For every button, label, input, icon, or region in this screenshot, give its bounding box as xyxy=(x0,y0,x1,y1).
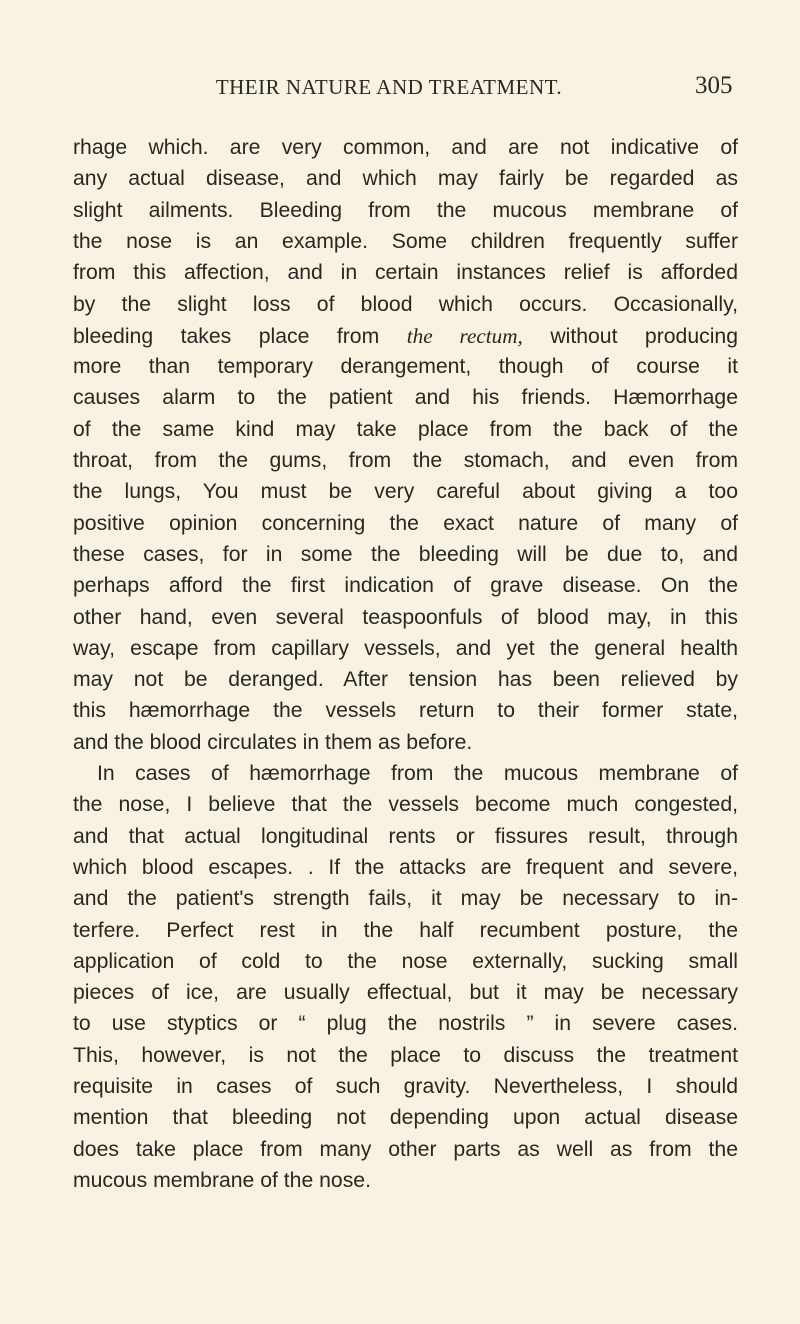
text-line: the nose, I believe that the vessels become much congested, xyxy=(73,793,738,817)
text-line: the lungs, You must be very careful about giving a too xyxy=(73,480,738,504)
text-line: In cases of hæmorrhage from the mucous membrane of xyxy=(97,762,738,785)
text-line: requisite in cases of such gravity. Nevertheless, I should xyxy=(73,1075,738,1098)
page-number: 305 xyxy=(695,72,733,99)
text-segment: without producing xyxy=(522,324,738,348)
text-line: the nose is an example. Some children frequently suffer xyxy=(73,229,738,253)
text-line: mention that bleeding not depending upon actual disease xyxy=(73,1106,738,1130)
text-line: from this affection, and in certain instances relief is afforded xyxy=(73,261,738,285)
text-line: pieces of ice, are usually effectual, but it may be necessary xyxy=(73,981,738,1005)
text-line: This, however, is not the place to discuss the treatment xyxy=(73,1043,738,1067)
text-line: positive opinion concerning the exact nature of many of xyxy=(73,511,738,535)
text-line: of the same kind may take place from the back of the xyxy=(73,417,738,441)
text-line: any actual disease, and which may fairly be regarded as xyxy=(73,167,738,191)
text-line: throat, from the gums, from the stomach, and even from xyxy=(73,449,738,472)
text-line: more than temporary derangement, though of course it xyxy=(73,355,738,379)
text-line-with-emphasis xyxy=(73,321,738,351)
text-line: and the patient's strength fails, it may be necessary to in- xyxy=(73,887,738,911)
text-line: this hæmorrhage the vessels return to their former state, xyxy=(73,699,738,723)
text-line: causes alarm to the patient and his friends. Hæmorrhage xyxy=(73,386,738,410)
text-line: terfere. Perfect rest in the half recumbent posture, the xyxy=(73,918,738,942)
italic-phrase: the rectum, xyxy=(406,323,523,348)
text-segment: bleeding takes place from xyxy=(73,324,407,348)
text-line: other hand, even several teaspoonfuls of blood may, in this xyxy=(73,605,738,629)
text-line: and the blood circulates in them as before. xyxy=(73,730,473,754)
text-line: which blood escapes. . If the attacks are frequent and severe, xyxy=(73,855,738,879)
text-line: perhaps afford the first indication of grave disease. On the xyxy=(73,574,738,598)
text-line: slight ailments. Bleeding from the mucous membrane of xyxy=(73,198,738,222)
running-title: THEIR NATURE AND TREATMENT. xyxy=(215,75,563,99)
text-line: and that actual longitudinal rents or fissures result, through xyxy=(73,824,738,848)
text-line: by the slight loss of blood which occurs. Occasionally, xyxy=(73,292,738,316)
text-line: rhage which. are very common, and are not indicative of xyxy=(73,136,738,159)
text-line: way, escape from capillary vessels, and yet the general health xyxy=(73,636,738,660)
text-line: application of cold to the nose externally, sucking small xyxy=(73,949,738,973)
text-line: does take place from many other parts as well as from the xyxy=(73,1137,738,1161)
text-line: these cases, for in some the bleeding will be due to, and xyxy=(73,542,738,566)
text-line: to use styptics or “ plug the nostrils ” in severe cases. xyxy=(73,1012,738,1036)
text-line: may not be deranged. After tension has been relieved by xyxy=(73,668,738,692)
text-line: mucous membrane of the nose. xyxy=(73,1168,371,1192)
